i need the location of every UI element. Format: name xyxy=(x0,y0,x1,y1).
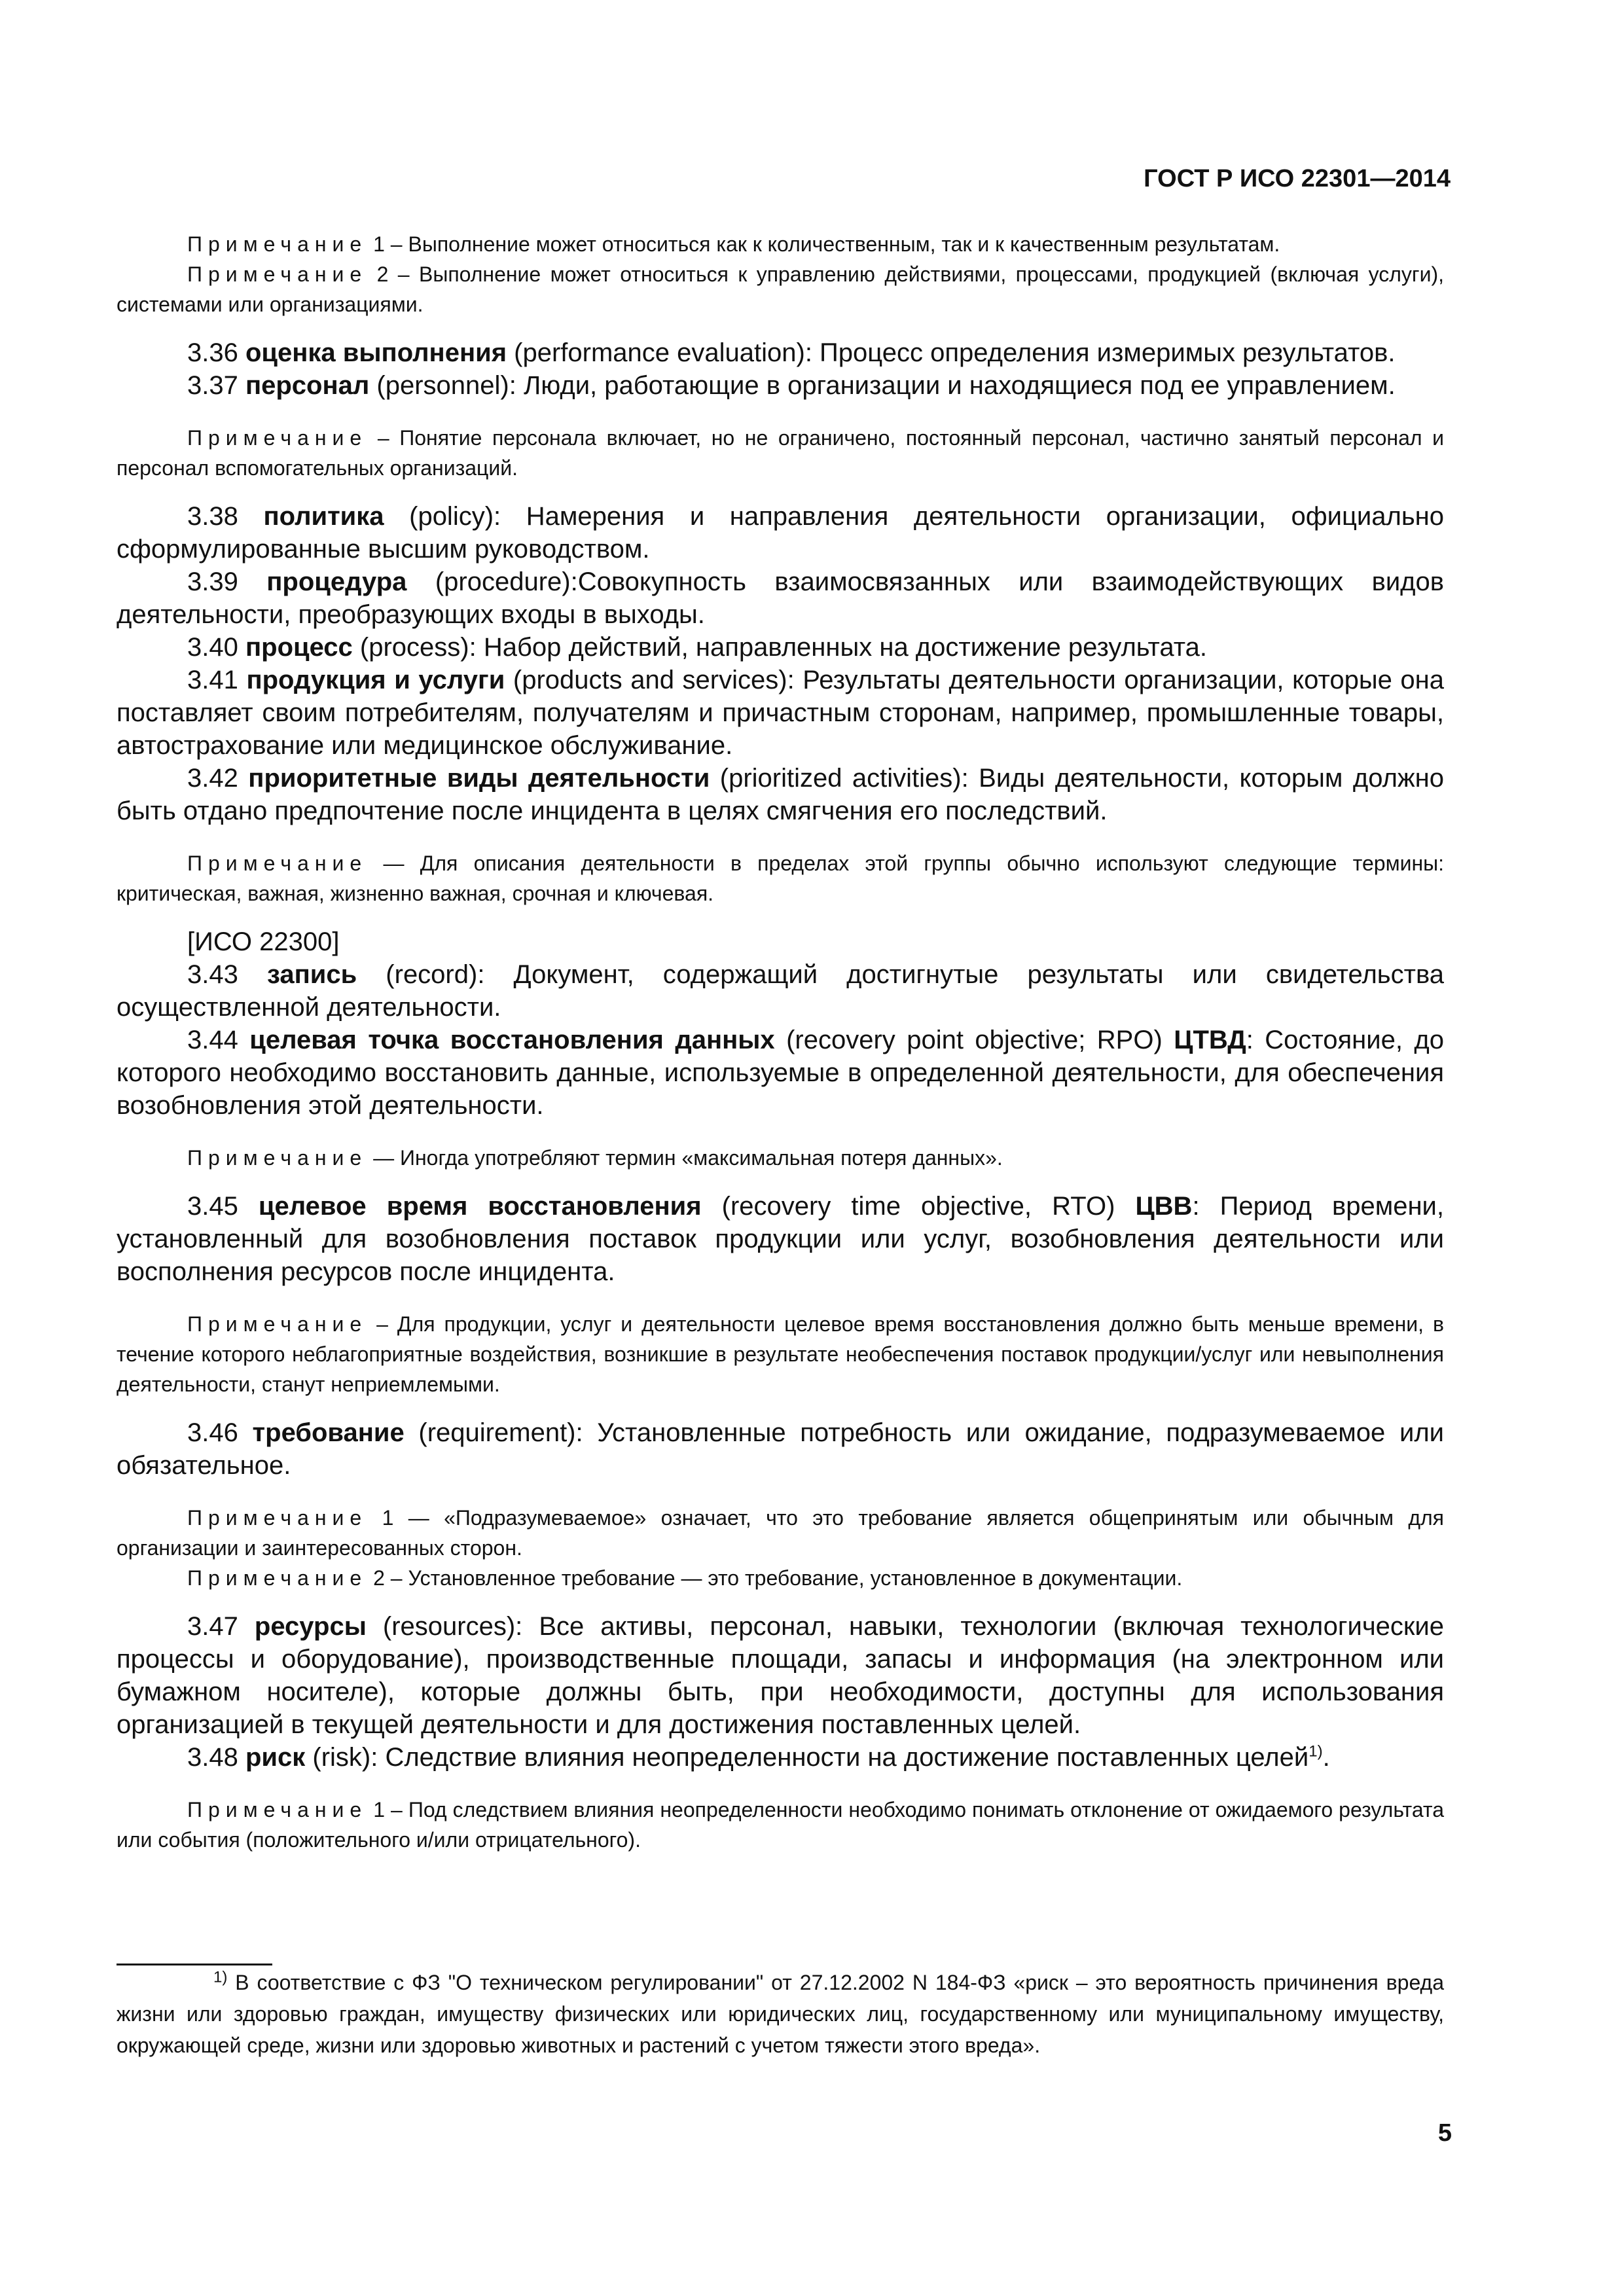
note-label: Примечание xyxy=(187,1566,368,1590)
note-paragraph: Примечание – Для продукции, услуг и деятельности целевое время восстановления должно быть меньше времени, в течение которого неблагоприятные воздействия, возникшие в результате необеспечения поставок продукции/услуг или невыполнения деятельности, станут неприемлемыми. xyxy=(117,1312,1445,1396)
term-title: целевая точка восстановления данных xyxy=(249,1026,775,1054)
term-title: приоритетные виды деятельности xyxy=(248,764,710,793)
term-title: требование xyxy=(252,1418,405,1447)
term-entry-3-48: 3.48 риск (risk): Следствие влияния неопределенности на достижение поставленных целей$^{1)}$. xyxy=(187,1742,1330,1772)
note-paragraph: Примечание 2 – Установленное требование — это требование, установленное в документации. xyxy=(187,1566,1183,1590)
term-entry-3-44: 3.44 целевая точка восстановления данных (recovery point objective; RPO) ЦТВД: Состояние, до которого необходимо восстановить данные, используемые в определенной деятельности, для обеспечения возобновления этой деятельности. xyxy=(117,1026,1444,1120)
note-paragraph: Примечание 1 – Выполнение может относиться как к количественным, так и к качественным результатам. xyxy=(187,232,1280,256)
term-abbreviation: ЦВВ xyxy=(1135,1192,1193,1221)
note-paragraph: Примечание 1 — «Подразумеваемое» означает, что это требование является общепринятым или обычным для организации и заинтересованных сторон. xyxy=(117,1506,1445,1560)
footnote-divider xyxy=(117,1964,272,1965)
term-title: целевое время восстановления xyxy=(258,1192,702,1221)
note-paragraph: Примечание — Иногда употребляют термин «максимальная потеря данных». xyxy=(187,1146,1003,1170)
term-title: запись xyxy=(266,960,357,989)
note-label: Примечание xyxy=(187,1506,368,1530)
term-title: риск xyxy=(245,1743,306,1772)
footnote-reference[interactable]: 1) xyxy=(1308,1742,1323,1761)
reference-iso-22300: [ИСО 22300] xyxy=(187,927,340,956)
term-entry-3-39: 3.39 процедура (procedure):Совокупность взаимосвязанных или взаимодействующих видов деятельности, преобразующих входы в выходы. xyxy=(117,567,1444,629)
term-entry-3-43: 3.43 запись (record): Документ, содержащий достигнутые результаты или свидетельства осуществленной деятельности. xyxy=(117,960,1444,1022)
term-entry-3-38: 3.38 политика (policy): Намерения и направления деятельности организации, официально сформулированные высшим руководством. xyxy=(117,502,1445,564)
note-paragraph: Примечание — Для описания деятельности в пределах этой группы обычно используют следующие термины: критическая, важная, жизненно важная, срочная и ключевая. xyxy=(117,852,1445,905)
term-title: персонал xyxy=(245,371,370,400)
term-entry-3-36: 3.36 оценка выполнения (performance evaluation): Процесс определения измеримых результатов. xyxy=(187,338,1396,367)
note-paragraph: Примечание – Понятие персонала включает, но не ограничено, постоянный персонал, частично занятый персонал и персонал вспомогательных организаций. xyxy=(117,426,1445,480)
term-entry-3-40: 3.40 процесс (process): Набор действий, направленных на достижение результата. xyxy=(187,633,1207,662)
note-group-requirement xyxy=(117,1503,1444,1593)
term-group-338-342 xyxy=(117,500,1444,827)
term-group-347-348 xyxy=(117,1610,1444,1774)
note-label: Примечание xyxy=(187,426,368,450)
footnote-mark: 1) xyxy=(213,1968,228,1986)
term-title: процесс xyxy=(245,633,353,662)
document-header: ГОСТ Р ИСО 22301—2014 xyxy=(1144,165,1451,192)
term-title: политика xyxy=(263,502,384,531)
term-title: оценка выполнения xyxy=(245,338,507,367)
note-group-personnel xyxy=(117,423,1444,483)
note-label: Примечание xyxy=(187,1798,368,1821)
note-paragraph: Примечание 1 – Под следствием влияния неопределенности необходимо понимать отклонение от ожидаемого результата или события (положительного и/или отрицательного). xyxy=(117,1798,1445,1852)
term-entry-3-42: 3.42 приоритетные виды деятельности (prioritized activities): Виды деятельности, которым должно быть отдано предпочтение после инцидента в целях смягчения его последствий. xyxy=(117,764,1444,825)
note-group-prioritized xyxy=(117,848,1444,908)
note-group-rto xyxy=(117,1309,1444,1399)
note-label: Примечание xyxy=(187,1312,368,1336)
term-abbreviation: ЦТВД xyxy=(1174,1026,1246,1054)
note-label: Примечание xyxy=(187,852,368,875)
term-entry-3-41: 3.41 продукция и услуги (products and services): Результаты деятельности организации, которые она поставляет своим потребителям, получателям и причастным сторонам, например, промышленные товары, автострахование или медицинское обслуживание. xyxy=(117,666,1444,760)
note-group-risk xyxy=(117,1795,1444,1855)
term-entry-3-37: 3.37 персонал (personnel): Люди, работающие в организации и находящиеся под ее управлением. xyxy=(187,371,1396,400)
note-paragraph: Примечание 2 – Выполнение может относиться к управлению действиями, процессами, продукцией (включая услуги), системами или организациями. xyxy=(117,262,1445,316)
term-group-336-337 xyxy=(117,336,1444,402)
footnote xyxy=(117,1967,1444,2061)
term-group-346 xyxy=(117,1416,1444,1482)
term-title: продукция и услуги xyxy=(246,666,505,694)
page-number: 5 xyxy=(1437,2119,1452,2147)
note-group-rpo xyxy=(117,1143,1444,1173)
note-label: Примечание xyxy=(187,1146,368,1170)
term-group-343-344 xyxy=(117,925,1444,1122)
term-title: ресурсы xyxy=(254,1612,367,1641)
note-label: Примечание xyxy=(187,262,368,286)
term-group-345 xyxy=(117,1190,1444,1288)
term-entry-3-46: 3.46 требование (requirement): Установленные потребность или ожидание, подразумеваемое или обязательное. xyxy=(117,1418,1445,1480)
term-entry-3-47: 3.47 ресурсы (resources): Все активы, персонал, навыки, технологии (включая технологические процессы и оборудование), производственные площади, запасы и информация (на электронном или бумажном носителе), которые должны быть, при необходимости, доступны для использования организацией в текущей деятельности и для достижения поставленных целей. xyxy=(117,1612,1445,1739)
term-title: процедура xyxy=(266,567,407,596)
term-entry-3-45: 3.45 целевое время восстановления (recovery time objective, RTO) ЦВВ: Период времени, установленный для возобновления поставок продукции или услуг, возобновления деятельности или восполнения ресурсов после инцидента. xyxy=(117,1192,1445,1286)
document-body xyxy=(117,229,1444,1872)
note-group-performance xyxy=(117,229,1444,319)
footnote-text: В соответствие с ФЗ "О техническом регулировании" от 27.12.2002 N 184-ФЗ «риск – это вероятность причинения вреда жизни или здоровью граждан, имуществу физических или юридических лиц, государственному или муниципальному имуществу, окружающей среде, жизни или здоровью животных и растений с учетом тяжести этого вреда». xyxy=(117,1971,1444,2057)
note-label: Примечание xyxy=(187,232,368,256)
